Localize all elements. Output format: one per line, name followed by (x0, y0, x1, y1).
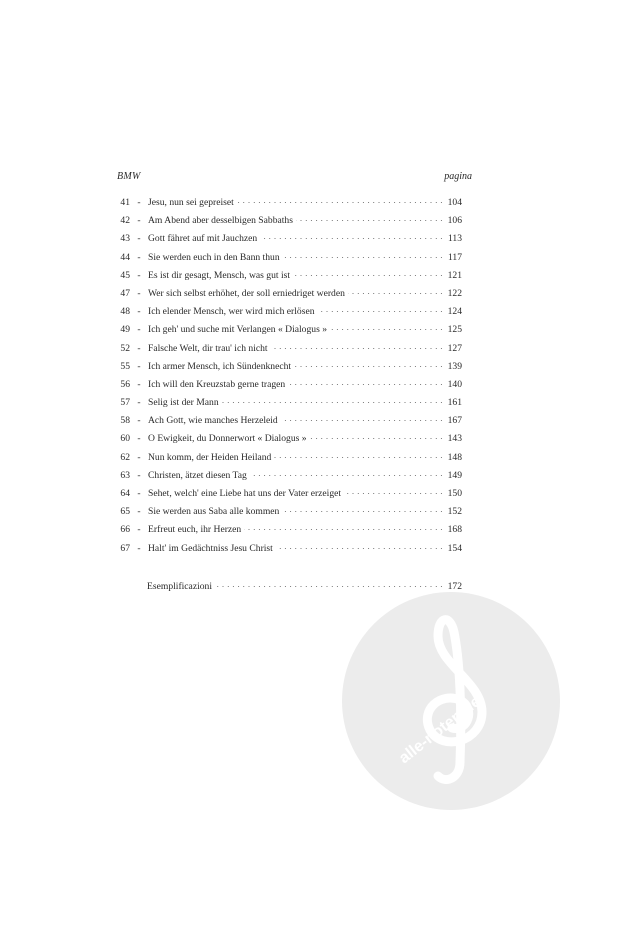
page-number: 139 (447, 360, 462, 372)
toc-entry (112, 431, 462, 449)
page-number: 149 (447, 469, 462, 481)
cantata-title: Jesu, nun sei gepreiset (148, 197, 234, 208)
cantata-title: Ich armer Mensch, ich Sündenknecht (148, 360, 292, 372)
watermark-text: alle-noten.de (395, 692, 485, 768)
page-number: 117 (447, 251, 462, 263)
cantata-title: O Ewigkeit, du Donnerwort « Dialogus » (148, 433, 307, 445)
cantata-title: Sie werden aus Saba alle kommen (148, 506, 280, 518)
separator-dash: - (137, 488, 141, 499)
bwv-number: 55 (120, 360, 130, 372)
cantata-title: Christen, ätzet diesen Tag (148, 469, 247, 481)
bwv-number: 49 (120, 324, 130, 336)
page-number: 148 (447, 451, 462, 463)
bwv-number: 66 (120, 524, 130, 536)
leader-dots (222, 395, 443, 405)
page-number: 122 (447, 287, 462, 299)
watermark-logo (342, 592, 560, 810)
toc-entry (112, 359, 462, 377)
separator-dash: - (137, 360, 141, 372)
cantata-title: Ich elender Mensch, wer wird mich erlösen (148, 306, 315, 318)
leader-dots (344, 486, 443, 496)
leader-dots (271, 341, 443, 351)
cantata-title: Es ist dir gesagt, Mensch, was gut ist (148, 269, 291, 281)
examples-title: Esemplificazioni (147, 581, 213, 592)
page-number: 161 (447, 397, 462, 409)
separator-dash: - (137, 287, 141, 299)
cantata-title: Sehet, welch' eine Liebe hat uns der Vater erzeiget (148, 488, 342, 499)
toc-entry (112, 450, 462, 468)
page-number: 125 (447, 324, 462, 336)
cantata-title: Ich geh' und suche mit Verlangen « Dialogus » (148, 324, 327, 336)
toc-entry (112, 195, 462, 213)
toc-entry (112, 468, 462, 486)
separator-dash: - (137, 251, 141, 263)
page-number: 124 (447, 306, 462, 318)
cantata-title: Am Abend aber desselbigen Sabbaths (148, 215, 293, 227)
bwv-number: 47 (120, 287, 130, 299)
leader-dots (281, 413, 443, 423)
toc-entry (112, 213, 462, 231)
header-bwv-label: BMW (117, 171, 141, 182)
page-number: 152 (447, 506, 462, 518)
separator-dash: - (137, 433, 141, 445)
examples-page: 172 (447, 581, 462, 592)
separator-dash: - (137, 306, 141, 318)
toc-entry (112, 286, 462, 304)
cantata-title: Halt' im Gedächtniss Jesu Christ (148, 542, 273, 554)
toc-entry (112, 413, 462, 431)
toc-entry (112, 504, 462, 522)
separator-dash: - (137, 451, 141, 463)
leader-dots (244, 522, 443, 532)
bwv-number: 45 (120, 269, 130, 281)
page-number: 104 (447, 197, 462, 208)
page-number: 143 (447, 433, 462, 445)
bwv-number: 42 (120, 215, 130, 227)
leader-dots (293, 268, 443, 278)
toc-entry (112, 268, 462, 286)
bwv-number: 52 (120, 342, 130, 354)
header-page-label: pagina (444, 171, 472, 182)
leader-dots (250, 468, 443, 478)
page-number: 168 (447, 524, 462, 536)
bwv-number: 58 (120, 415, 130, 427)
toc-entry (112, 377, 462, 395)
separator-dash: - (137, 378, 141, 390)
toc-entry (112, 486, 462, 504)
leader-dots (237, 195, 443, 205)
separator-dash: - (137, 397, 141, 409)
cantata-title: Ich will den Kreuzstab gerne tragen (148, 378, 286, 390)
leader-dots (296, 213, 443, 223)
page-number: 167 (447, 415, 462, 427)
separator-dash: - (137, 233, 141, 245)
separator-dash: - (137, 415, 141, 427)
leader-dots (276, 541, 443, 551)
leader-dots (288, 377, 443, 387)
bwv-number: 60 (120, 433, 130, 445)
cantata-title: Nun komm, der Heiden Heiland (148, 451, 272, 463)
page-number: 113 (447, 233, 462, 245)
toc-entry (112, 231, 462, 249)
bwv-number: 57 (120, 397, 130, 409)
separator-dash: - (137, 469, 141, 481)
bwv-number: 41 (120, 197, 130, 208)
leader-dots (282, 504, 443, 514)
bwv-number: 67 (120, 542, 130, 554)
leader-dots (348, 286, 443, 296)
toc-entry (112, 522, 462, 540)
toc-entry (112, 395, 462, 413)
bwv-number: 44 (120, 251, 130, 263)
bwv-number: 62 (120, 451, 130, 463)
separator-dash: - (137, 269, 141, 281)
bwv-number: 43 (120, 233, 130, 245)
leader-dots (318, 304, 444, 314)
bwv-number: 65 (120, 506, 130, 518)
examples-row (147, 579, 462, 592)
toc-entry (112, 304, 462, 322)
leader-dots (330, 322, 443, 332)
toc-entry (112, 341, 462, 359)
separator-dash: - (137, 542, 141, 554)
cantata-title: Wer sich selbst erhöhet, der soll erniedriget werden (148, 287, 345, 299)
separator-dash: - (137, 197, 141, 208)
page-number: 121 (447, 269, 462, 281)
separator-dash: - (137, 524, 141, 536)
cantata-title: Selig ist der Mann (148, 397, 219, 409)
bwv-number: 48 (120, 306, 130, 318)
page-number: 150 (447, 488, 462, 499)
bwv-number: 63 (120, 469, 130, 481)
toc-list (112, 195, 462, 559)
toc-entry (112, 250, 462, 268)
cantata-title: Erfreut euch, ihr Herzen (148, 524, 242, 536)
bwv-number: 56 (120, 378, 130, 390)
leader-dots (283, 250, 443, 260)
separator-dash: - (137, 324, 141, 336)
toc-entry (112, 322, 462, 340)
separator-dash: - (137, 342, 141, 354)
leader-dots (294, 359, 443, 369)
separator-dash: - (137, 215, 141, 227)
cantata-title: Ach Gott, wie manches Herzeleid (148, 415, 278, 427)
page-number: 140 (447, 378, 462, 390)
toc-entry (112, 541, 462, 559)
separator-dash: - (137, 506, 141, 518)
cantata-title: Falsche Welt, dir trau' ich nicht (148, 342, 268, 354)
leader-dots (215, 579, 443, 589)
leader-dots (310, 431, 443, 441)
leader-dots (274, 450, 443, 460)
cantata-title: Gott fähret auf mit Jauchzen (148, 233, 258, 245)
leader-dots (260, 231, 443, 241)
page-number: 127 (447, 342, 462, 354)
page-number: 154 (447, 542, 462, 554)
bwv-number: 64 (120, 488, 130, 499)
page-number: 106 (447, 215, 462, 227)
cantata-title: Sie werden euch in den Bann thun (148, 251, 280, 263)
